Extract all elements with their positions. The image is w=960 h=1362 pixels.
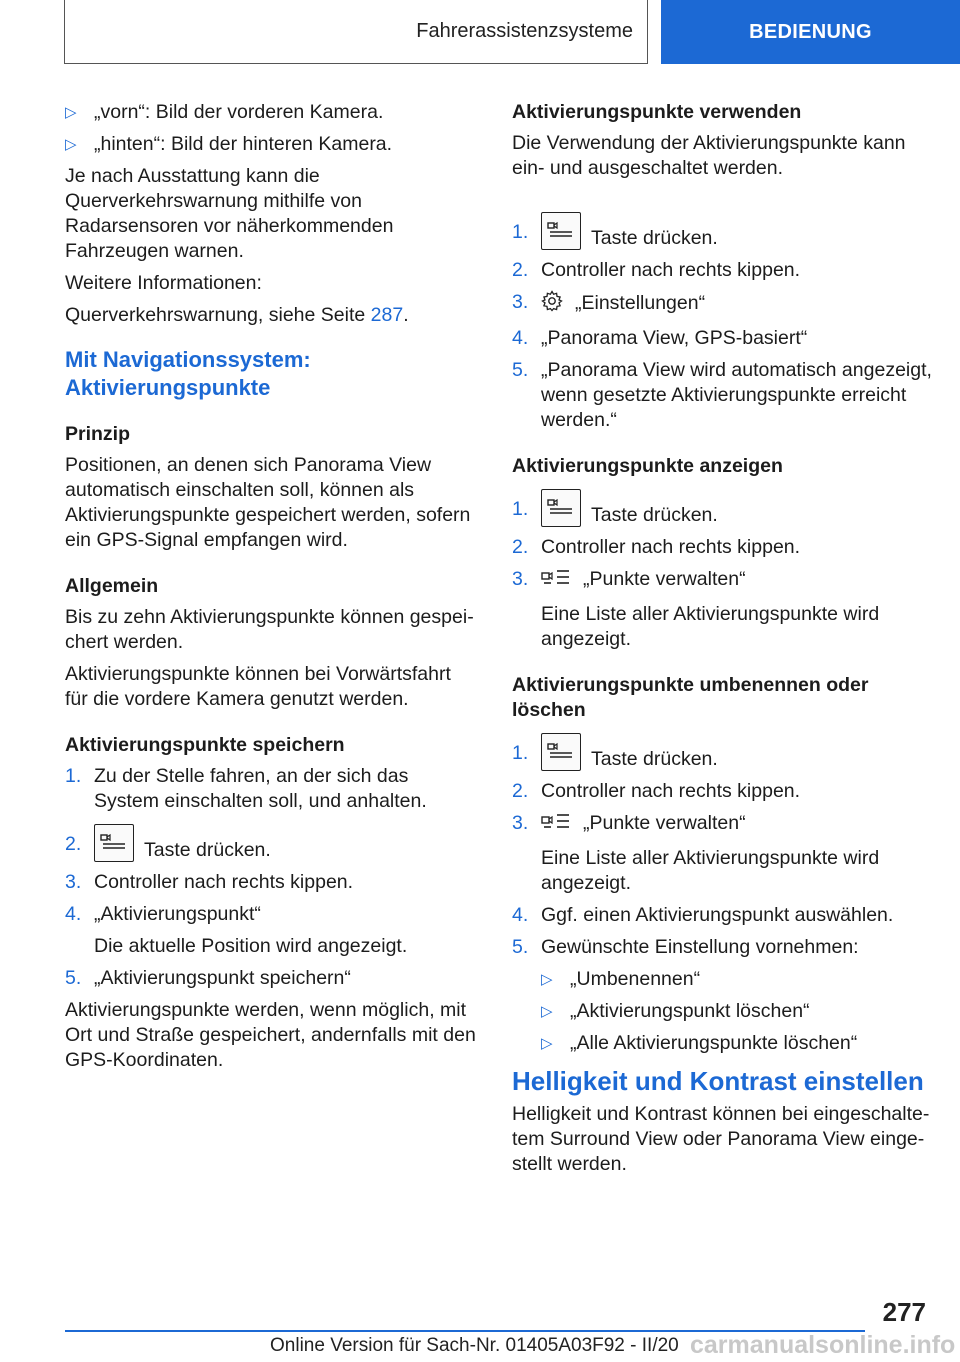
step-item [512, 535, 932, 560]
step-number: 2. [512, 259, 529, 281]
step-number: 1. [65, 765, 82, 787]
step-number: 2. [512, 536, 529, 558]
page-header [0, 0, 960, 66]
step-note: Eine Liste aller Aktivierungspunkte wird angezeigt. [541, 603, 880, 650]
triangle-bullet-icon: ▷ [541, 971, 553, 988]
step-item [65, 870, 477, 895]
points-manage-icon [541, 568, 571, 595]
gear-icon [541, 290, 563, 319]
step-number: 3. [512, 568, 529, 590]
step-number: 3. [512, 812, 529, 834]
subheading: Prinzip [65, 423, 131, 445]
step-text: „Punkte verwalten“ [583, 568, 746, 590]
step-text: „Panorama View, GPS-basiert“ [541, 327, 808, 349]
step-item [65, 966, 477, 991]
section-heading: Mit Navigationssystem: Aktivierungspunkte [65, 347, 311, 400]
step-number: 2. [512, 780, 529, 802]
section-tab: Fahrerassistenzsysteme [64, 0, 648, 64]
triangle-bullet-icon: ▷ [541, 1003, 553, 1020]
paragraph: Aktivierungspunkte können bei Vorwärtsfahrt für die vordere Kamera genutzt werden. [65, 663, 451, 710]
bullet-item [65, 132, 477, 157]
step-item [65, 902, 477, 927]
step-item [512, 779, 932, 804]
step-number: 3. [512, 291, 529, 313]
step-item [512, 903, 932, 928]
step-item [512, 811, 932, 839]
step-text: Taste drücken. [591, 227, 718, 249]
step-number: 2. [65, 833, 82, 855]
step-text: „Punkte verwalten“ [583, 812, 746, 834]
step-number: 5. [65, 967, 82, 989]
step-number: 4. [512, 904, 529, 926]
step-number: 4. [512, 327, 529, 349]
step-text: Ggf. einen Aktivierungspunkt auswählen. [541, 904, 894, 926]
step-text: Zu der Stelle fahren, an der sich das System einschalten soll, und anhalten. [94, 765, 427, 812]
step-note: Die aktuelle Position wird angezeigt. [94, 935, 408, 957]
step-item [512, 290, 932, 319]
step-item [512, 567, 932, 595]
points-manage-icon [541, 812, 571, 839]
sub-bullet-item [541, 967, 932, 992]
step-number: 1. [512, 498, 529, 520]
step-text: Controller nach rechts kippen. [541, 536, 801, 558]
triangle-bullet-icon: ▷ [65, 136, 77, 153]
step-number: 5. [512, 936, 529, 958]
step-number: 1. [512, 221, 529, 243]
main-heading: Helligkeit und Kontrast einstellen [512, 1066, 924, 1096]
step-text: „Einstellungen“ [575, 292, 706, 314]
subheading: Allgemein [65, 575, 159, 597]
step-number: 5. [512, 359, 529, 381]
step-text: Taste drücken. [591, 504, 718, 526]
sub-bullet-text: „Alle Aktivierungspunkte löschen“ [570, 1032, 858, 1054]
watermark: carmanualsonline.info [690, 1331, 956, 1359]
camera-button-icon [94, 824, 134, 862]
bullet-text: „vorn“: Bild der vorderen Kamera. [94, 101, 384, 123]
page-number: 277 [882, 1297, 926, 1327]
step-text: „Aktivierungspunkt“ [94, 903, 261, 925]
step-item [65, 764, 477, 814]
subheading: Aktivierungspunkte umbenennen oder löschen [512, 674, 869, 721]
step-text: Taste drücken. [144, 839, 271, 861]
paragraph: Aktivierungspunkte werden, wenn möglich, mit Ort und Straße gespeichert, andernfalls mit den GPS-Koordinaten. [65, 999, 476, 1071]
step-number: 1. [512, 742, 529, 764]
camera-button-icon [541, 489, 581, 527]
step-text: Controller nach rechts kippen. [541, 780, 801, 802]
footer-text: Online Version für Sach-Nr. 01405A03F92 - II/20 [270, 1335, 679, 1356]
left-column [65, 100, 477, 1080]
subheading: Aktivierungspunkte verwenden [512, 101, 802, 123]
step-item [512, 326, 932, 351]
camera-button-icon [541, 212, 581, 250]
page-link[interactable]: 287 [370, 304, 404, 326]
paragraph: Weitere Informationen: [65, 272, 262, 294]
step-number: 4. [65, 903, 82, 925]
step-text: Gewünschte Einstellung vornehmen: [541, 936, 859, 958]
bullet-item [65, 100, 477, 125]
sub-bullet-item [541, 1031, 932, 1056]
step-item [512, 733, 932, 772]
paragraph: Bis zu zehn Aktivierungspunkte können gespeichert werden. [65, 606, 474, 653]
paragraph: Je nach Ausstattung kann die Querverkehrswarnung mithilfe von Radarsensoren vor näherkommenden Fahrzeugen warnen. [65, 165, 394, 262]
subheading: Aktivierungspunkte speichern [65, 734, 345, 756]
sub-bullet-text: „Aktivierungspunkt löschen“ [570, 1000, 810, 1022]
step-item [512, 212, 932, 251]
step-item [512, 489, 932, 528]
triangle-bullet-icon: ▷ [541, 1035, 553, 1052]
reference-end: . [403, 304, 409, 326]
step-text: „Panorama View wird automatisch angezeigt, wenn gesetzte Aktivierungspunkte erreicht werden.“ [541, 359, 932, 431]
step-item [512, 358, 932, 433]
paragraph: Positionen, an denen sich Panorama View automatisch einschalten soll, können als Aktivierungspunkte gespeichert werden, sofern ein GPS-Signal empfangen wird. [65, 454, 471, 551]
reference-text: Querverkehrswarnung, siehe Seite [65, 304, 371, 326]
sub-bullet-item [541, 999, 932, 1024]
right-column [512, 100, 932, 1184]
camera-button-icon [541, 733, 581, 771]
step-item [65, 824, 477, 863]
sub-bullet-text: „Umbenennen“ [570, 968, 701, 990]
step-item [512, 935, 932, 960]
step-number: 3. [65, 871, 82, 893]
bullet-text: „hinten“: Bild der hinteren Kamera. [94, 133, 393, 155]
step-text: Taste drücken. [591, 748, 718, 770]
step-text: Controller nach rechts kippen. [94, 871, 354, 893]
step-text: Controller nach rechts kippen. [541, 259, 801, 281]
reference-paragraph [65, 303, 477, 328]
chapter-tab: BEDIENUNG [661, 0, 960, 64]
step-item [512, 258, 932, 283]
triangle-bullet-icon: ▷ [65, 104, 77, 121]
paragraph: Die Verwendung der Aktivierungspunkte kann ein- und ausgeschaltet werden. [512, 132, 906, 179]
subheading: Aktivierungspunkte anzeigen [512, 455, 783, 477]
step-text: „Aktivierungspunkt speichern“ [94, 967, 351, 989]
step-note: Eine Liste aller Aktivierungspunkte wird angezeigt. [541, 847, 880, 894]
paragraph: Helligkeit und Kontrast können bei eingeschaltetem Surround View oder Panorama View eingestellt werden. [512, 1103, 930, 1175]
